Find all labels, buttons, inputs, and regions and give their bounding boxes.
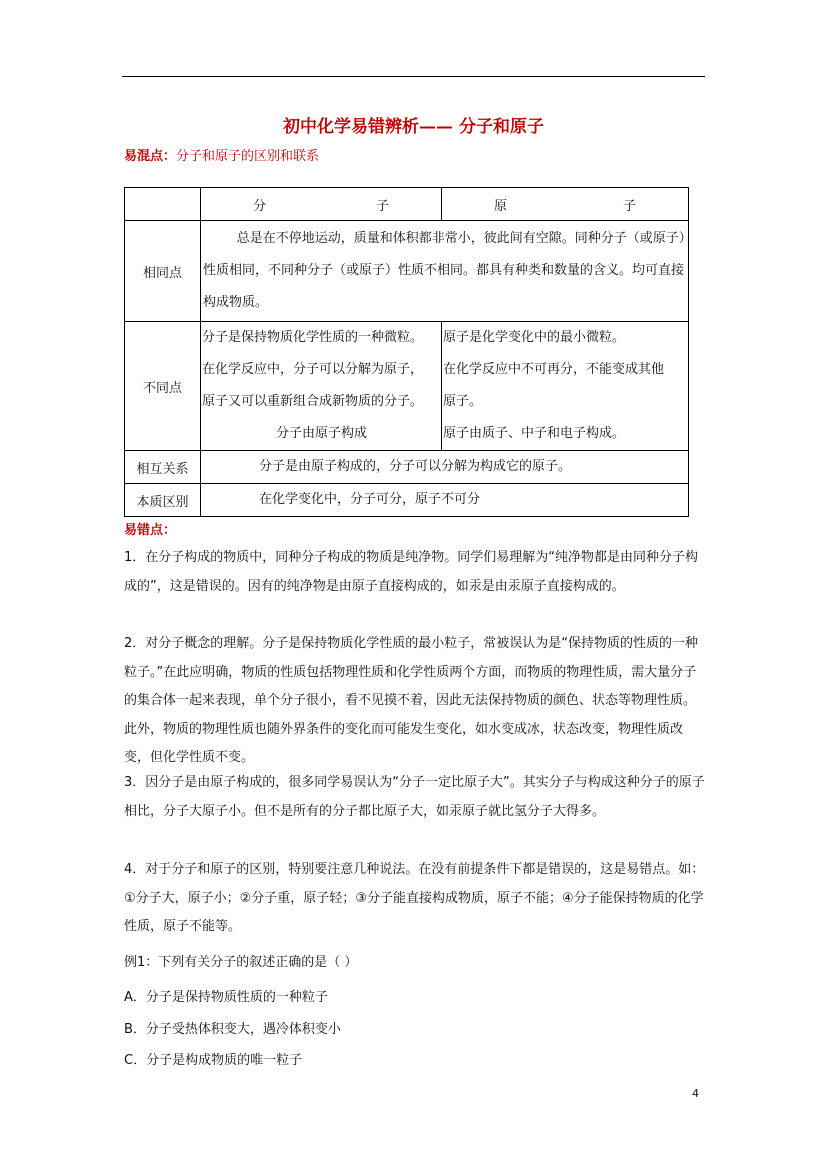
header-atom: 原 子 — [442, 188, 689, 221]
row-essence-text: 在化学变化中，分子可分，原子不可分 — [201, 484, 689, 517]
error-point-4: 4．对于分子和原子的区别，特别要注意几种说法。在没有前提条件下都是错误的，这是易错点。如：①分子大，原子小；②分子重，原子轻；③分子能直接构成物质，原子不能；④分子能保持物质的化学性质，原子不能等。 — [124, 862, 705, 934]
header-empty-cell — [125, 188, 201, 221]
row-relation — [125, 451, 689, 484]
page-number: 4 — [692, 1087, 699, 1100]
row-same-label: 相同点 — [125, 221, 201, 322]
row-relation-text: 分子是由原子构成的，分子可以分解为构成它的原子。 — [201, 451, 689, 484]
header-rule — [122, 76, 705, 77]
row-diff-molecule: 分子是保持物质化学性质的一种微粒。 在化学反应中，分子可以分解为原子， 原子又可以重新组合成新物质的分子。 分子由原子构成 — [201, 322, 442, 451]
row-same — [125, 221, 689, 322]
error-point-3: 3．因分子是由原子构成的，很多同学易误认为“分子一定比原子大”。其实分子与构成这种分子的原子相比，分子大原子小。但不是所有的分子都比原子大，如汞原子就比氢分子大得多。 — [124, 775, 705, 819]
option-b: B．分子受热体积变大，遇冷体积变小 — [124, 1022, 341, 1037]
error-point-1: 1．在分子构成的物质中，同种分子构成的物质是纯净物。同学们易理解为“纯净物都是由同种分子构成的”，这是错误的。因有的纯净物是由原子直接构成的，如汞是由汞原子直接构成的。 — [124, 550, 699, 594]
row-essence — [125, 484, 689, 517]
error-point-heading: 易错点： — [124, 523, 177, 538]
row-diff-atom: 原子是化学变化中的最小微粒。 在化学反应中不可再分，不能变成其他 原子。 原子由质子、中子和电子构成。 — [442, 322, 689, 451]
header-molecule: 分 子 — [201, 188, 442, 221]
row-diff-label: 不同点 — [125, 322, 201, 451]
error-point-2: 2．对分子概念的理解。分子是保持物质化学性质的最小粒子，常被误认为是“保持物质的性质的一种粒子。”在此应明确，物质的性质包括物理性质和化学性质两个方面，而物质的物理性质，需大量分子的集合体一起来表现，单个分子很小，看不见摸不着，因此无法保持物质的颜色、状态等物理性质。此外，物质的物理性质也随外界条件的变化而可能发生变化，如水变成冰，状态改变，物理性质改变，但化学性质不变。 — [124, 636, 699, 765]
comparison-table — [124, 187, 689, 517]
confusing-point-heading — [124, 145, 319, 164]
table-header-row — [125, 188, 689, 221]
row-diff — [125, 322, 689, 451]
row-relation-label: 相互关系 — [125, 451, 201, 484]
confusing-point-key: 易混点： — [124, 149, 177, 164]
row-same-text: 总是在不停地运动，质量和体积都非常小，彼此间有空隙。同种分子（或原子）性质相同，不同种分子（或原子）性质不相同。都具有种类和数量的含义。均可直接构成物质。 — [201, 221, 689, 322]
page-title: 初中化学易错辨析—— 分子和原子 — [283, 117, 544, 137]
confusing-point-value: 分子和原子的区别和联系 — [176, 149, 320, 164]
option-a: A．分子是保持物质性质的一种粒子 — [124, 990, 328, 1005]
row-essence-label: 本质区别 — [125, 484, 201, 517]
option-c: C．分子是构成物质的唯一粒子 — [124, 1053, 303, 1068]
example-question: 例1：下列有关分子的叙述正确的是（ ） — [124, 955, 358, 970]
